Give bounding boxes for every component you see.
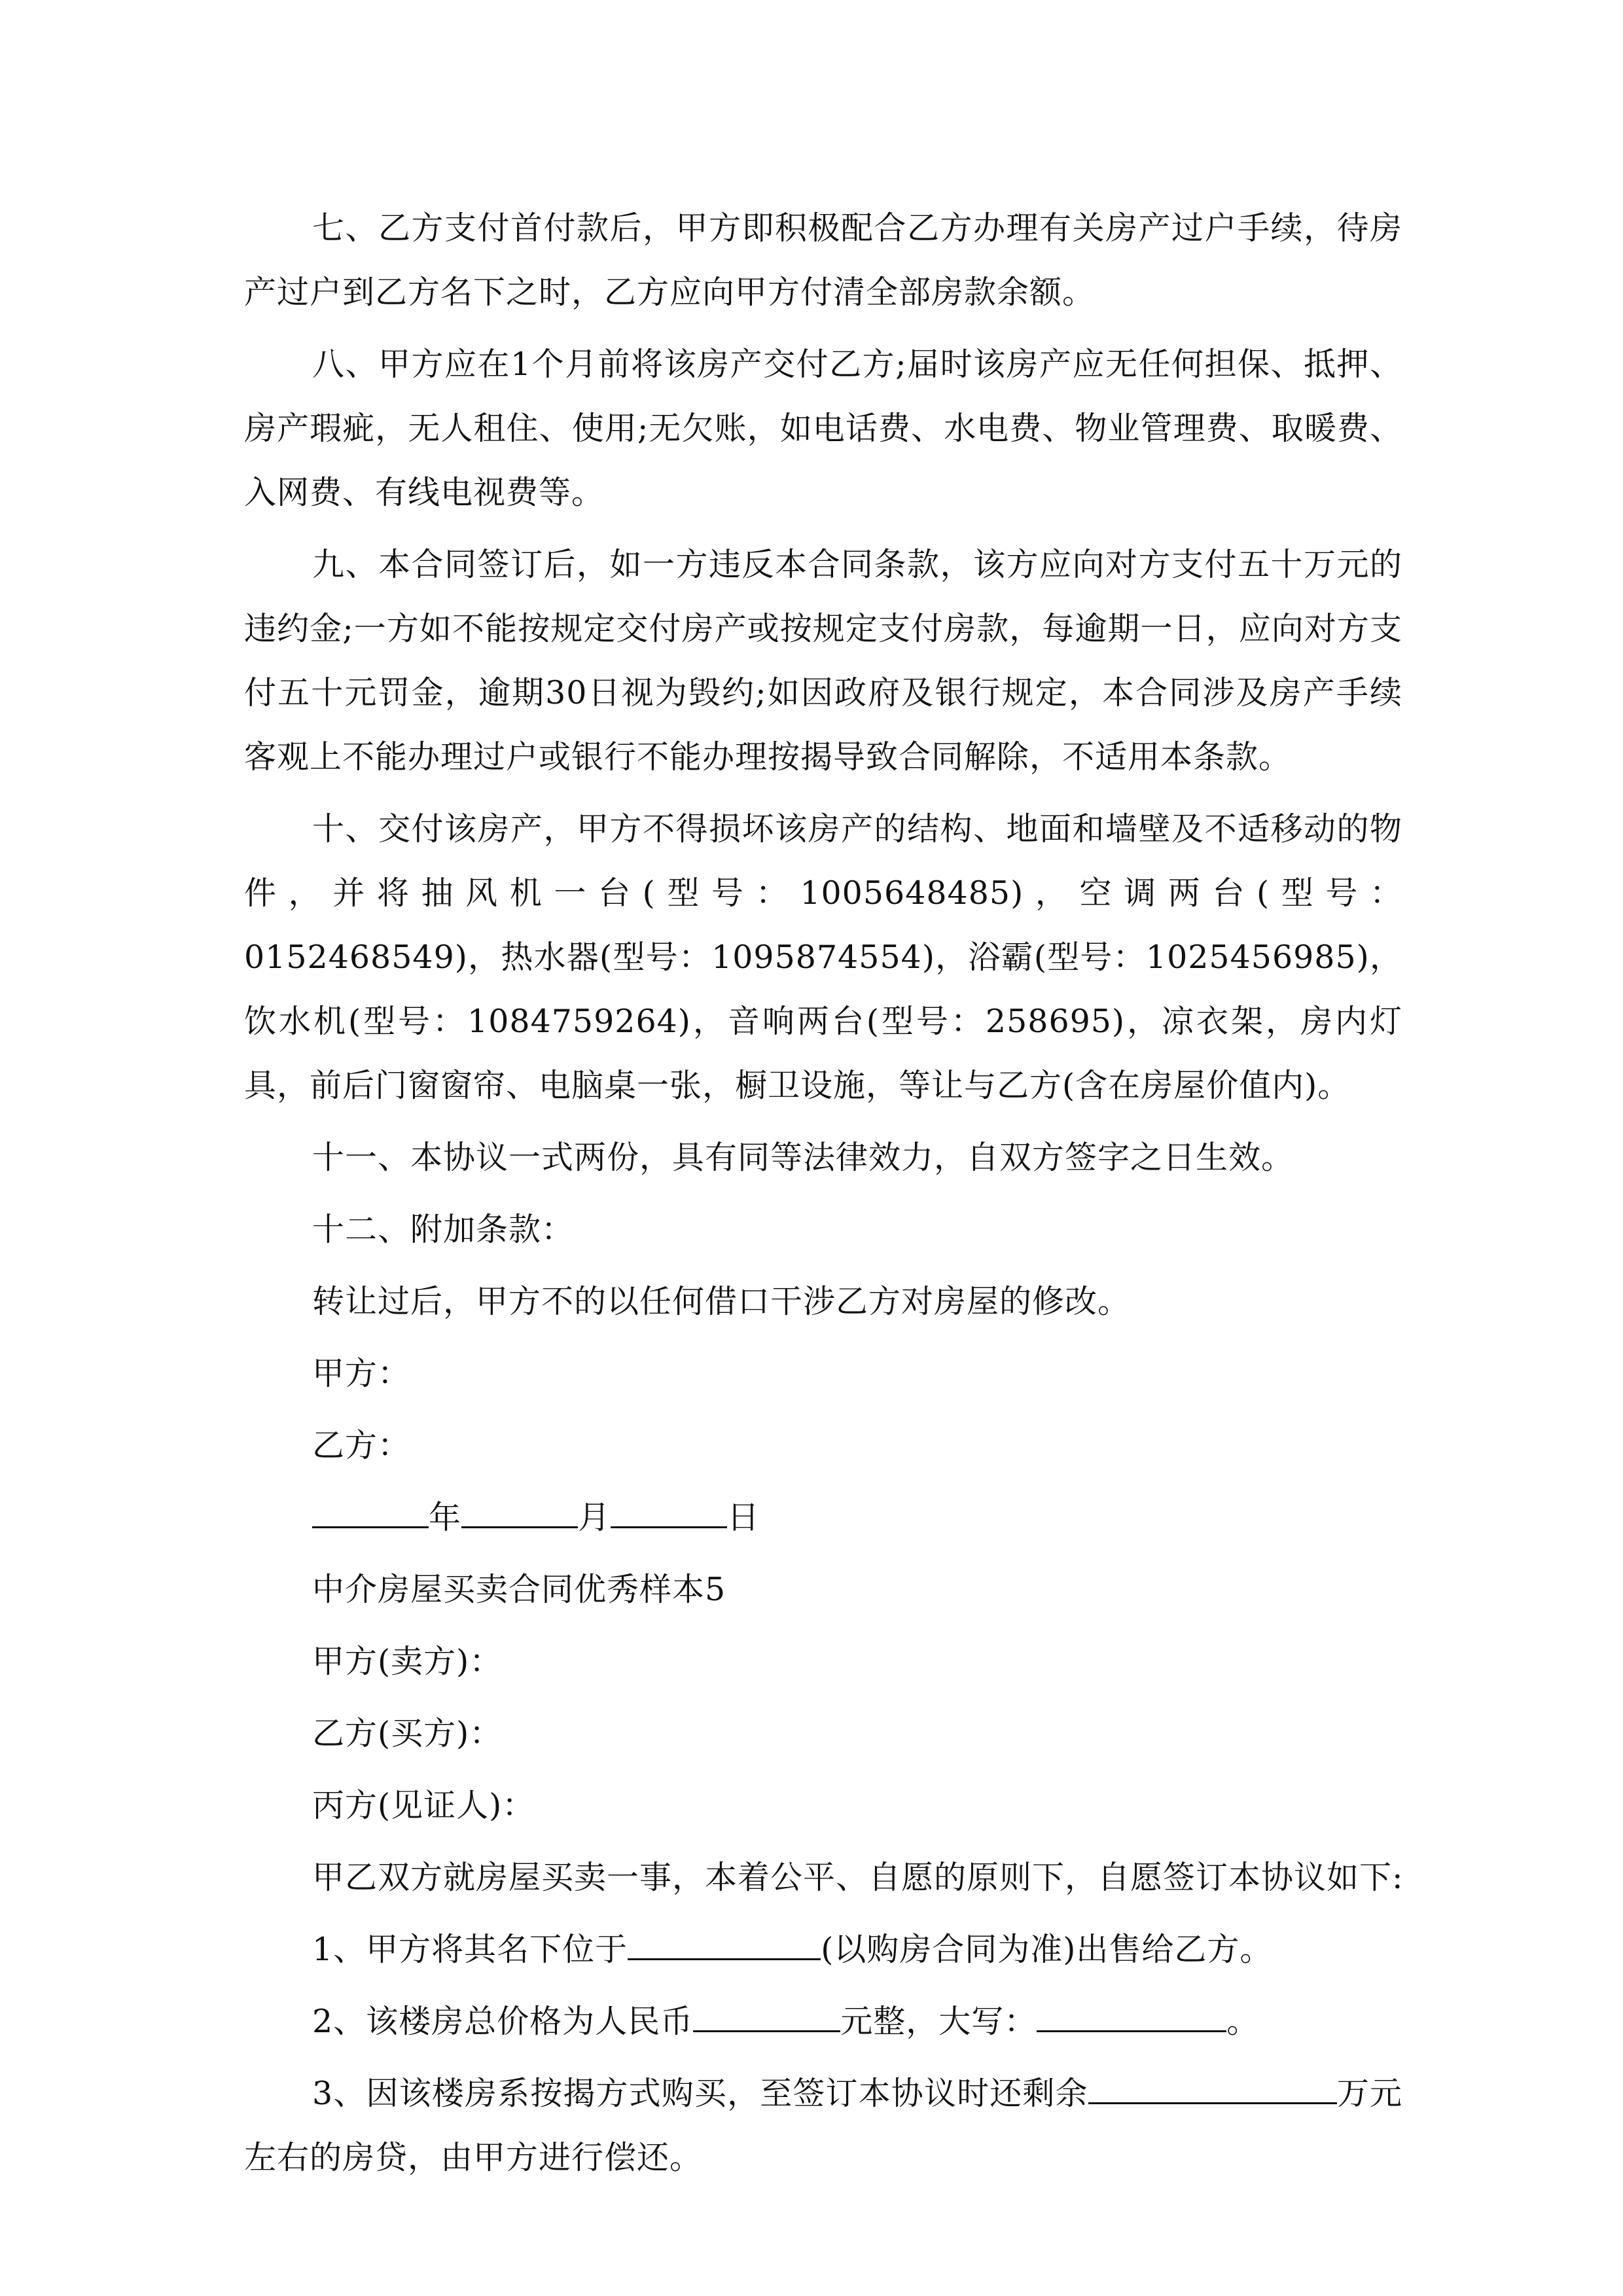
location-blank (628, 1920, 821, 1960)
item-3-prefix: 3、因该楼房系按揭方式购买，至签订本协议时还剩余 (312, 2075, 1088, 2112)
loan-blank (1088, 2064, 1337, 2104)
item-1-suffix: (以购房合同为准)出售给乙方。 (821, 1931, 1273, 1968)
item-2 (244, 1990, 1402, 2054)
item-2-suffix: 。 (1226, 2003, 1260, 2040)
item-1-prefix: 1、甲方将其名下位于 (312, 1931, 628, 1968)
item-3-mid: 万元 (1336, 2075, 1402, 2112)
clause-9: 九、本合同签订后，如一方违反本合同条款，该方应向对方支付五十万元的违约金;一方如不能按规定交付房产或按规定支付房款，每逾期一日，应向对方支付五十元罚金，逾期30日视为毁约;如因政府及银行规定，本合同涉及房产手续客观上不能办理过户或银行不能办理按揭导致合同解除，不适用本条款。 (244, 546, 1402, 776)
party-a-signature: 甲方： (312, 1355, 411, 1392)
price-blank (693, 1992, 840, 2032)
month-label: 月 (578, 1499, 611, 1536)
price-words-blank (1037, 1992, 1226, 2032)
clause-8: 八、甲方应在1个月前将该房产交付乙方;届时该房产应无任何担保、抵押、房产瑕疵，无人租住、使用;无欠账，如电话费、水电费、物业管理费、取暖费、入网费、有线电视费等。 (244, 346, 1402, 511)
year-blank (312, 1488, 429, 1528)
document-body (244, 196, 1402, 2198)
clause-11: 十一、本协议一式两份，具有同等法律效力，自双方签字之日生效。 (312, 1139, 1294, 1176)
party-b-signature: 乙方： (312, 1427, 411, 1464)
day-blank (611, 1488, 727, 1528)
clause-12-heading: 十二、附加条款： (312, 1211, 575, 1248)
witness-field: 丙方(见证人)： (312, 1787, 535, 1824)
item-3 (244, 2062, 1402, 2190)
item-1 (244, 1918, 1402, 1982)
year-label: 年 (429, 1499, 462, 1536)
clause-10: 十、交付该房产，甲方不得损坏该房产的结构、地面和墙壁及不适移动的物件，并将抽风机一台(型号：1005648485)，空调两台(型号：0152468549)，热水器(型号：1095874554)，浴霸(型号：1025456985)，饮水机(型号：1084759264)，音响两台(型号：258695)，凉衣架，房内灯具，前后门窗窗帘、电脑桌一张，橱卫设施，等让与乙方(含在房屋价值内)。 (244, 810, 1402, 1104)
item-3-tail: 左右的房贷，由甲方进行偿还。 (244, 2139, 703, 2176)
month-blank (461, 1488, 578, 1528)
day-label: 日 (727, 1499, 760, 1536)
clause-12-body: 转让过后，甲方不的以任何借口干涉乙方对房屋的修改。 (312, 1283, 1131, 1320)
agreement-intro: 甲乙双方就房屋买卖一事，本着公平、自愿的原则下，自愿签订本协议如下: (312, 1859, 1404, 1896)
clause-7: 七、乙方支付首付款后，甲方即积极配合乙方办理有关房产过户手续，待房产过户到乙方名下之时，乙方应向甲方付清全部房款余额。 (244, 209, 1402, 311)
item-2-mid: 元整，大写： (840, 2003, 1037, 2040)
item-2-prefix: 2、该楼房总价格为人民币 (312, 2003, 694, 2040)
sample-5-title: 中介房屋买卖合同优秀样本5 (312, 1571, 726, 1608)
signature-date (244, 1486, 1402, 1550)
buyer-field: 乙方(买方)： (312, 1715, 503, 1752)
seller-field: 甲方(卖方)： (312, 1643, 503, 1680)
